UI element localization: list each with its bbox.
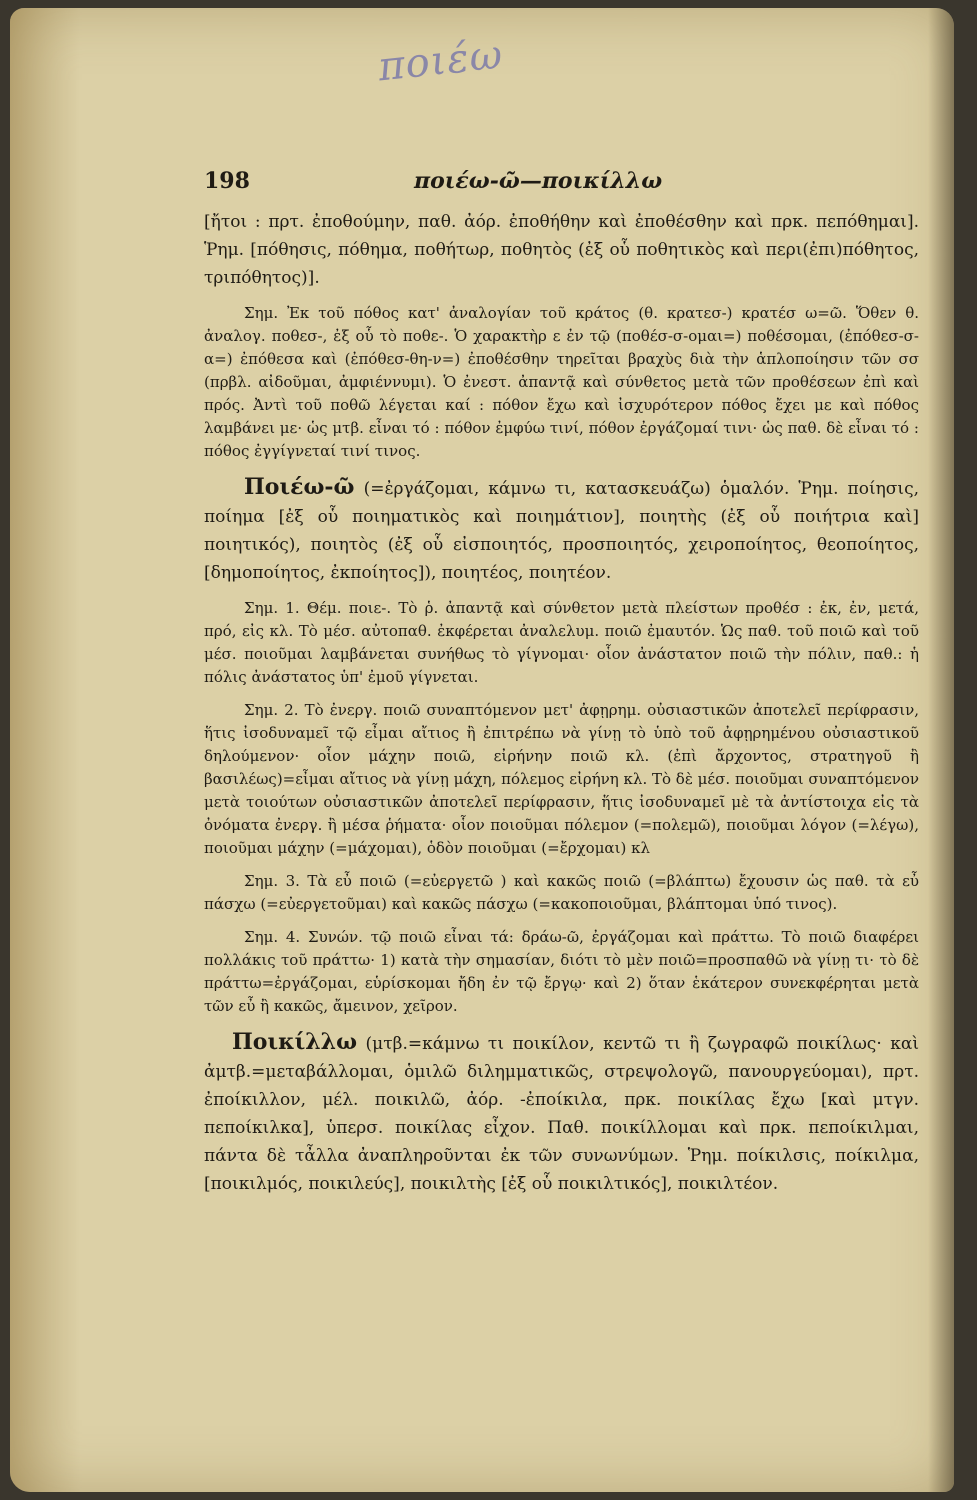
entry-headword: Ποιέω-ῶ: [244, 474, 355, 500]
entry-body: (=ἐργάζομαι, κάμνω τι, κατασκευάζω) ὁμαλόν. Ῥημ. ποίησις, ποίημα [ἐξ οὗ ποιηματικὸς καὶ ποιημάτιον], ποιητὴς (ἐξ οὗ ποιήτρια καὶ] ποιητικός), ποιητὸς (ἐξ οὗ εἰσποιητός, προσποιητός, χειροποίητος, θεοποίητος, [δημοποίητος, ἐκποίητος]), ποιητέος, ποιητέον.: [204, 479, 919, 583]
book-page: [10, 8, 954, 1492]
note-1: Σημ. 1. Θέμ. ποιε-. Τὸ ῥ. ἀπαντᾷ καὶ σύνθετον μετὰ πλείστων προθέσ : ἐκ, ἐν, μετά, πρό, εἰς κλ. Τὸ μέσ. αὐτοπαθ. ἐκφέρεται ἀναλελυμ. ποιῶ ἐμαυτόν. Ὡς παθ. τοῦ ποιῶ καὶ τοῦ μέσ. ποιοῦμαι λαμβάνεται συνήθως τὸ γίγνομαι· οἷον ἀνάστατον ποιῶ τὴν πόλιν, παθ.: ἡ πόλις ἀνάστατος ὑπ' ἐμοῦ γίγνεται.: [204, 599, 919, 686]
note-3: Σημ. 3. Τὰ εὖ ποιῶ (=εὐεργετῶ ) καὶ κακῶς ποιῶ (=βλάπτω) ἔχουσιν ὡς παθ. τὰ εὖ πάσχω (=εὐεργετοῦμαι) καὶ κακῶς πάσχω (=κακοποιοῦμαι, βλάπτομαι ὑπό τινος).: [204, 872, 919, 913]
entry-headword: Ποικίλλω: [232, 1029, 358, 1055]
handwritten-note: ποιέω: [375, 31, 506, 91]
entry-poieo: [204, 473, 919, 587]
page-binding-shadow: [928, 8, 954, 1492]
page-edge-stain: [10, 8, 80, 1492]
entry-body: (μτβ.=κάμνω τι ποικίλον, κεντῶ τι ἢ ζωγραφῶ ποικίλως· καὶ ἀμτβ.=μεταβάλλομαι, ὁμιλῶ διλημματικῶς, στρεψολογῶ, πανουργεύομαι), πρτ. ἐποίκιλλον, μέλ. ποικιλῶ, ἀόρ. -ἐποίκιλα, πρκ. ποικίλας ἔχω [καὶ μτγν. πεποίκιλκα], ὑπερσ. ποικίλας εἶχον. Παθ. ποικίλλομαι καὶ πρκ. πεποίκιλμαι, πάντα δὲ τἆλλα ἀναπληροῦνται ἐκ τῶν συνωνύμων. Ῥημ. ποίκιλσις, ποίκιλμα, [ποικιλμός, ποικιλεύς], ποικιλτὴς [ἐξ οὗ ποικιλτικός], ποικιλτέον.: [204, 1034, 919, 1194]
page-text: [204, 168, 919, 1198]
page-number: 198: [204, 168, 250, 194]
note-4: Σημ. 4. Συνών. τῷ ποιῶ εἶναι τά: δράω-ῶ, ἐργάζομαι καὶ πράττω. Τὸ ποιῶ διαφέρει πολλάκις τοῦ πράττω· 1) κατὰ τὴν σημασίαν, διότι τὸ μὲν ποιῶ=προσπαθῶ νὰ γίνῃ τι· τὸ δὲ πράττω=ἐργάζομαι, εὑρίσκομαι ἤδη ἐν τῷ ἔργῳ· καὶ 2) ὅταν ἑκάτερον συνεκφέρηται μετὰ τῶν εὖ ἢ κακῶς, ἄμεινον, χεῖρον.: [204, 928, 919, 1015]
running-header: [204, 168, 919, 208]
running-title: ποιέω-ῶ—ποικίλλω: [414, 168, 663, 194]
entry-continuation: [ἤτοι : πρτ. ἐποθούμην, παθ. ἀόρ. ἐποθήθην καὶ ἐποθέσθην καὶ πρκ. πεπόθημαι]. Ῥημ. [πόθησις, πόθημα, ποθήτωρ, ποθητὸς (ἐξ οὗ ποθητικὸς καὶ περι(ἐπι)πόθητος, τριπόθητος)].: [204, 212, 919, 288]
note-pothos: Σημ. Ἐκ τοῦ πόθος κατ' ἀναλογίαν τοῦ κράτος (θ. κρατεσ-) κρατέσ ω=ῶ. Ὅθεν θ. ἀναλογ. ποθεσ-, ἐξ οὗ τὸ ποθε-. Ὁ χαρακτὴρ ε ἐν τῷ (ποθέσ-σ-ομαι=) ποθέσομαι, (ἐπόθεσ-σ-α=) ἐπόθεσα καὶ (ἐπόθεσ-θη-ν=) ἐποθέσθην τηρεῖται βραχὺς διὰ τὴν ἁπλοποίησιν τῶν σσ (πρβλ. αἰδοῦμαι, ἀμφιέννυμι). Ὁ ἐνεστ. ἀπαντᾷ καὶ σύνθετος μετὰ τῶν προθέσεων ἐπὶ καὶ πρός. Ἀντὶ τοῦ ποθῶ λέγεται καί : πόθον ἔχω καὶ ἰσχυρότερον πόθος ἔχει με καὶ πόθος λαμβάνει με· ὡς μτβ. εἶναι τό : πόθον ἐμφύω τινί, πόθον ἐργάζομαί τινι· ὡς παθ. δὲ εἶναι τό : πόθος ἐγγίγνεταί τινί τινος.: [204, 304, 919, 460]
entry-poikillo: [204, 1028, 919, 1198]
note-2: Σημ. 2. Τὸ ἐνεργ. ποιῶ συναπτόμενον μετ' ἀφῃρημ. οὐσιαστικῶν ἀποτελεῖ περίφρασιν, ἥτις ἰσοδυναμεῖ τῷ εἶμαι αἴτιος ἢ ἐπιτρέπω νὰ γίνῃ τὸ ὑπὸ τοῦ ἀφῃρημένου οὐσιαστικοῦ δηλούμενον· οἷον μάχην ποιῶ, εἰρήνην ποιῶ κλ. (ἐπὶ ἄρχοντος, στρατηγοῦ ἢ βασιλέως)=εἶμαι αἴτιος νὰ γίνῃ μάχη, πόλεμος εἰρήνη κλ. Τὸ δὲ μέσ. ποιοῦμαι συναπτόμενον μετὰ τοιούτων οὐσιαστικῶν ἀποτελεῖ περίφρασιν, ἥτις ἰσοδυναμεῖ μὲ τὰ ἀντίστοιχα εἰς τὰ ὀνόματα ἐνεργ. ἢ μέσα ῥήματα· οἷον ποιοῦμαι πόλεμον (=πολεμῶ), ποιοῦμαι λόγον (=λέγω), ποιοῦμαι μάχην (=μάχομαι), ὁδὸν ποιοῦμαι (=ἔρχομαι) κλ: [204, 701, 919, 857]
